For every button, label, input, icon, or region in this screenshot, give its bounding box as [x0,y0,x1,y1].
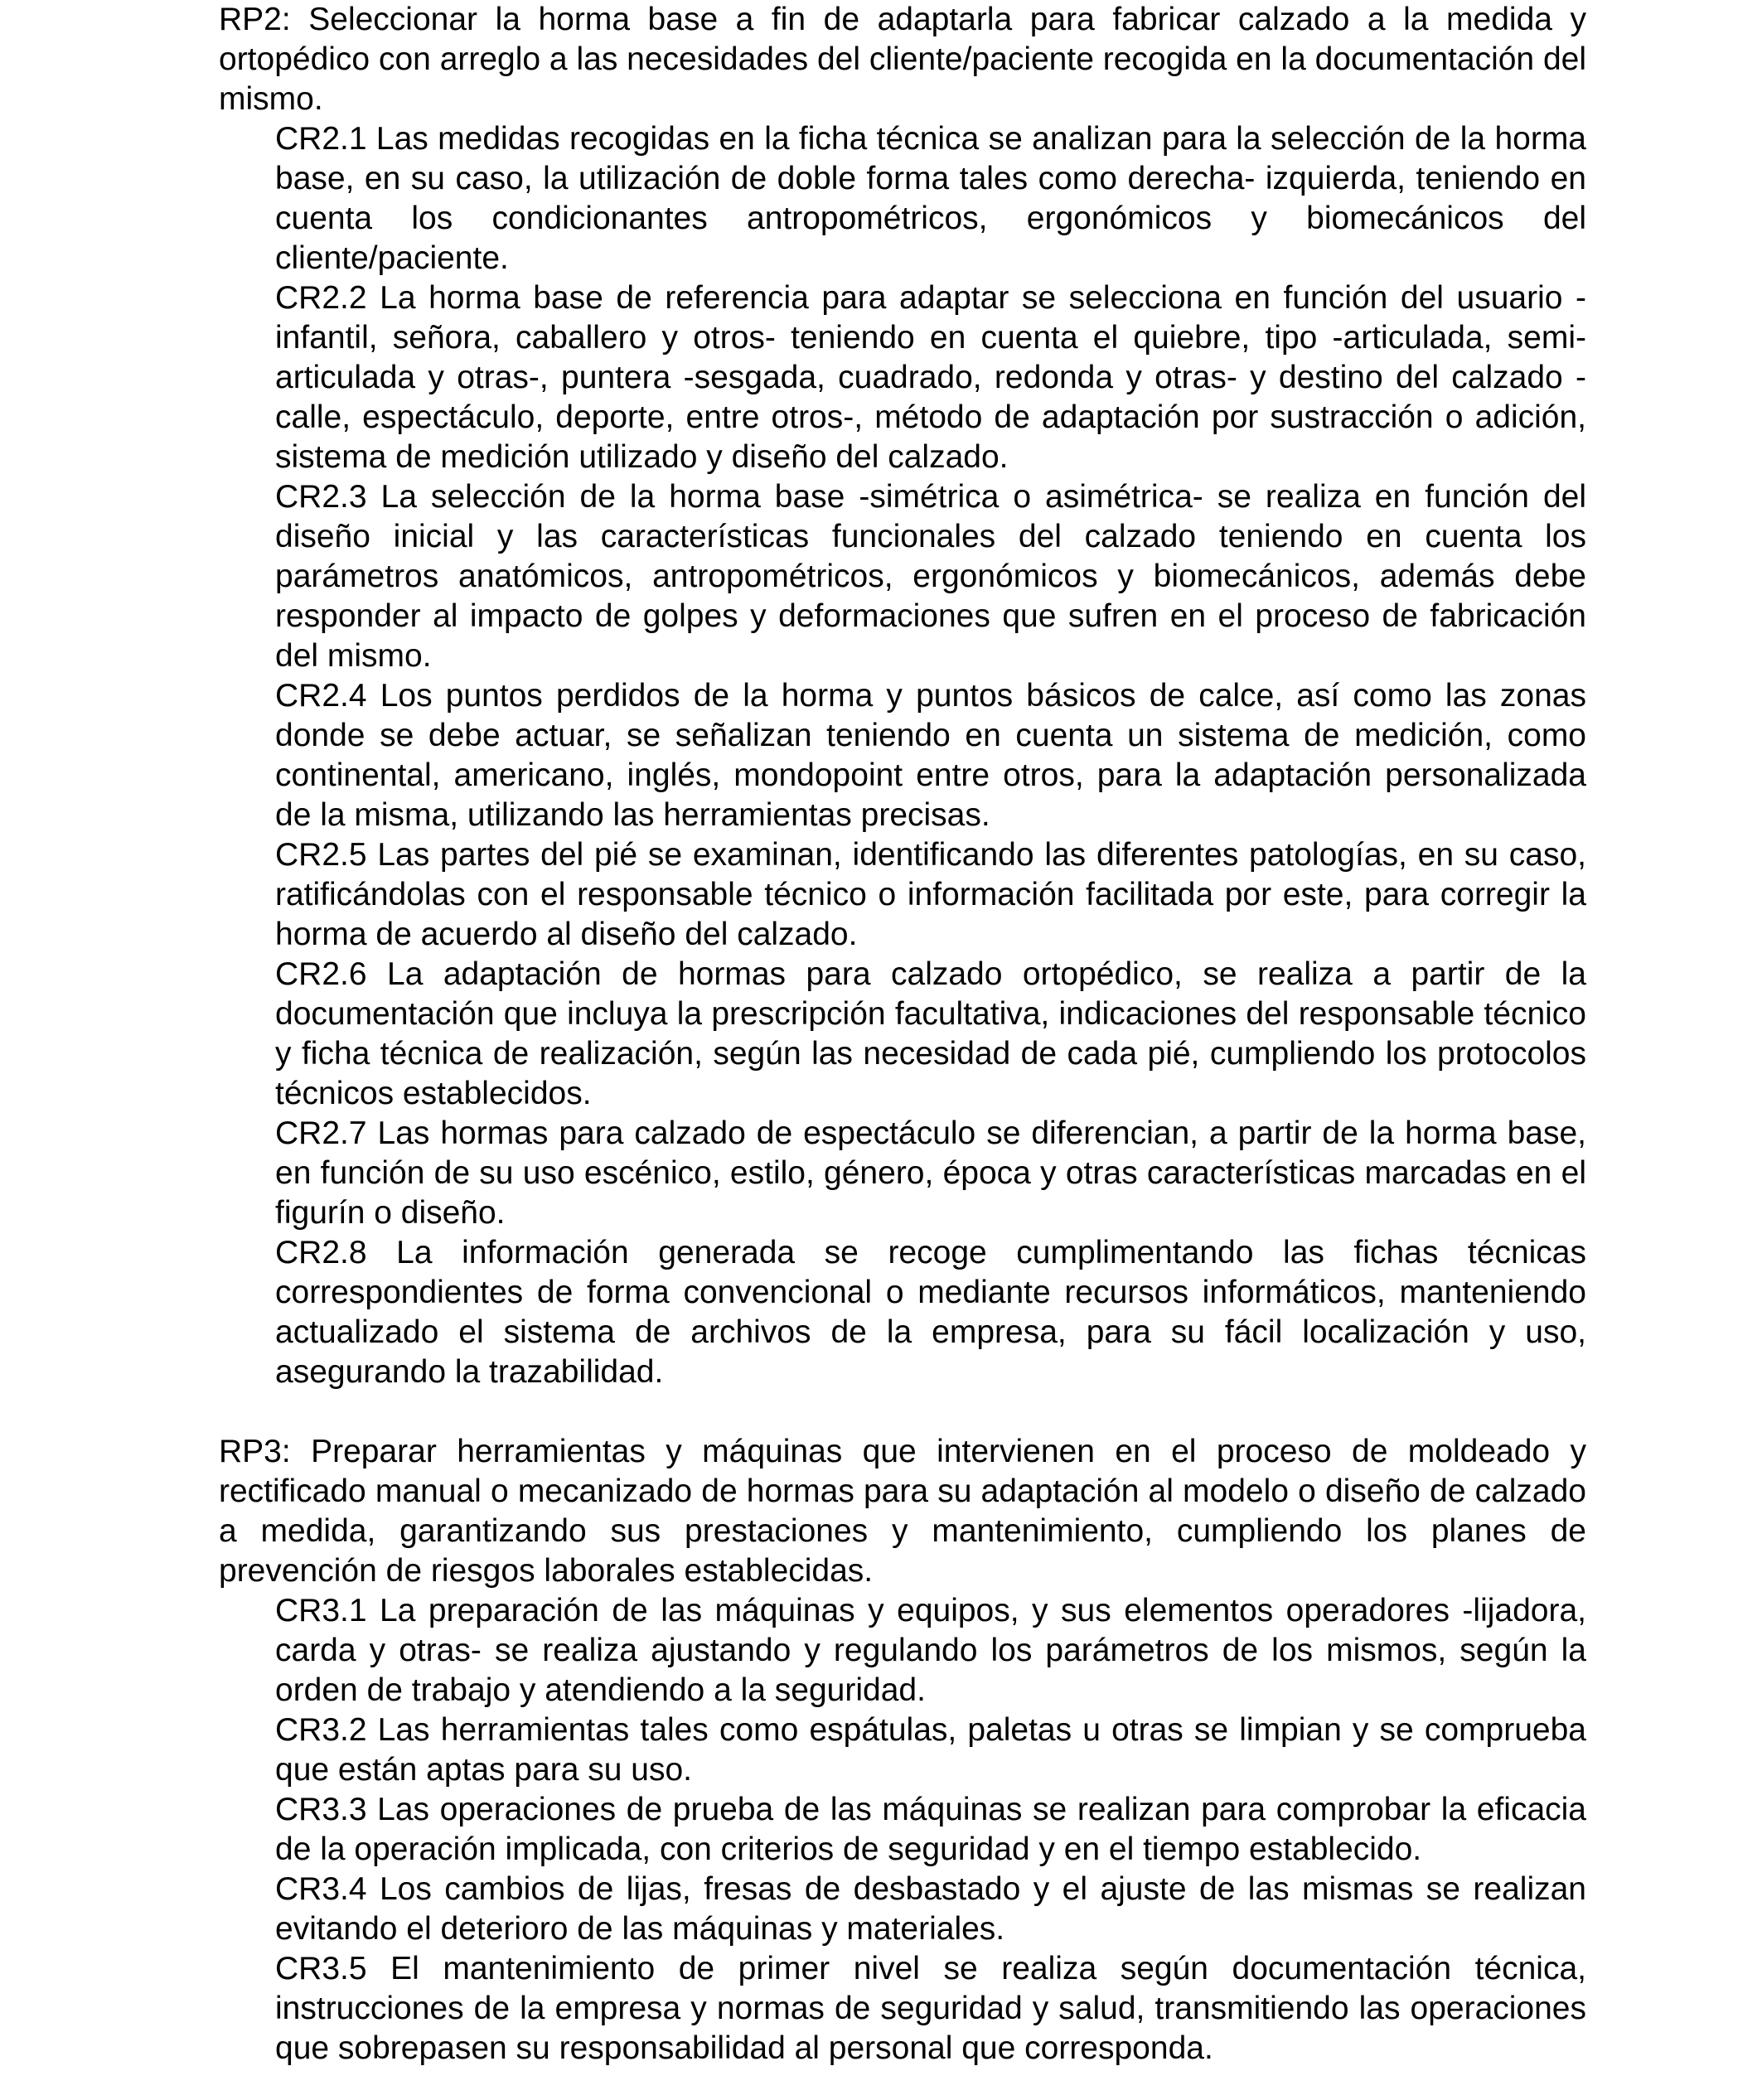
realization-rp2: RP2: Seleccionar la horma base a fin de adaptarla para fabricar calzado a la medida y ortopédico con arreglo a las necesidades del cliente/paciente recogida en la documentación del mismo. [219,2,1586,117]
section-rp3 [219,1432,1586,2069]
criterion-cr3-4: CR3.4 Los cambios de lijas, fresas de desbastado y el ajuste de las mismas se realizan evitando el deterioro de las máquinas y materiales. [275,1871,1586,1947]
criterion-cr2-1: CR2.1 Las medidas recogidas en la ficha técnica se analizan para la selección de la horma base, en su caso, la utilización de doble forma tales como derecha- izquierda, teniendo en cuenta los condicionantes antropométricos, ergonómicos y biomecánicos del cliente/paciente. [275,121,1586,276]
criterion-cr3-5: CR3.5 El mantenimiento de primer nivel se realiza según documentación técnica, instrucciones de la empresa y normas de seguridad y salud, transmitiendo las operaciones que sobrepasen su responsabilidad al personal que corresponda. [275,1951,1586,2066]
criterion-cr2-2: CR2.2 La horma base de referencia para adaptar se selecciona en función del usuario -infantil, señora, caballero y otros- teniendo en cuenta el quiebre, tipo -articulada, semi-articulada y otras-, puntera -sesgada, cuadrado, redonda y otras- y destino del calzado -calle, espectáculo, deporte, entre otros-, método de adaptación por sustracción o adición, sistema de medición utilizado y diseño del calzado. [275,280,1586,475]
criteria-list-rp3 [219,1591,1586,2069]
criterion-cr3-1: CR3.1 La preparación de las máquinas y equipos, y sus elementos operadores -lijadora, carda y otras- se realiza ajustando y regulando los parámetros de los mismos, según la orden de trabajo y atendiendo a la seguridad. [275,1593,1586,1708]
criterion-cr2-3: CR2.3 La selección de la horma base -simétrica o asimétrica- se realiza en función del diseño inicial y las características funcionales del calzado teniendo en cuenta los parámetros anatómicos, antropométricos, ergonómicos y biomecánicos, además debe responder al impacto de golpes y deformaciones que sufren en el proceso de fabricación del mismo. [275,479,1586,674]
document-page [219,0,1586,2069]
criterion-cr2-5: CR2.5 Las partes del pié se examinan, identificando las diferentes patologías, en su caso, ratificándolas con el responsable técnico o información facilitada por este, para corregir la horma de acuerdo al diseño del calzado. [275,837,1586,952]
criterion-cr2-7: CR2.7 Las hormas para calzado de espectáculo se diferencian, a partir de la horma base, en función de su uso escénico, estilo, género, época y otras características marcadas en el figurín o diseño. [275,1115,1586,1231]
criterion-cr3-2: CR3.2 Las herramientas tales como espátulas, paletas u otras se limpian y se comprueba que están aptas para su uso. [275,1712,1586,1788]
section-rp2 [219,0,1586,1392]
realization-rp3: RP3: Preparar herramientas y máquinas que intervienen en el proceso de moldeado y rectificado manual o mecanizado de hormas para su adaptación al modelo o diseño de calzado a medida, garantizando sus prestaciones y mantenimiento, cumpliendo los planes de prevención de riesgos laborales establecidas. [219,1434,1586,1589]
criterion-cr2-6: CR2.6 La adaptación de hormas para calzado ortopédico, se realiza a partir de la documentación que incluya la prescripción facultativa, indicaciones del responsable técnico y ficha técnica de realización, según las necesidad de cada pié, cumpliendo los protocolos técnicos establecidos. [275,956,1586,1111]
criterion-cr2-4: CR2.4 Los puntos perdidos de la horma y puntos básicos de calce, así como las zonas donde se debe actuar, se señalizan teniendo en cuenta un sistema de medición, como continental, americano, inglés, mondopoint entre otros, para la adaptación personalizada de la misma, utilizando las herramientas precisas. [275,678,1586,833]
criteria-list-rp2 [219,119,1586,1392]
section-spacer [219,1392,1586,1432]
criterion-cr2-8: CR2.8 La información generada se recoge cumplimentando las fichas técnicas correspondientes de forma convencional o mediante recursos informáticos, manteniendo actualizado el sistema de archivos de la empresa, para su fácil localización y uso, asegurando la trazabilidad. [275,1235,1586,1390]
criterion-cr3-3: CR3.3 Las operaciones de prueba de las máquinas se realizan para comprobar la eficacia de la operación implicada, con criterios de seguridad y en el tiempo establecido. [275,1792,1586,1867]
